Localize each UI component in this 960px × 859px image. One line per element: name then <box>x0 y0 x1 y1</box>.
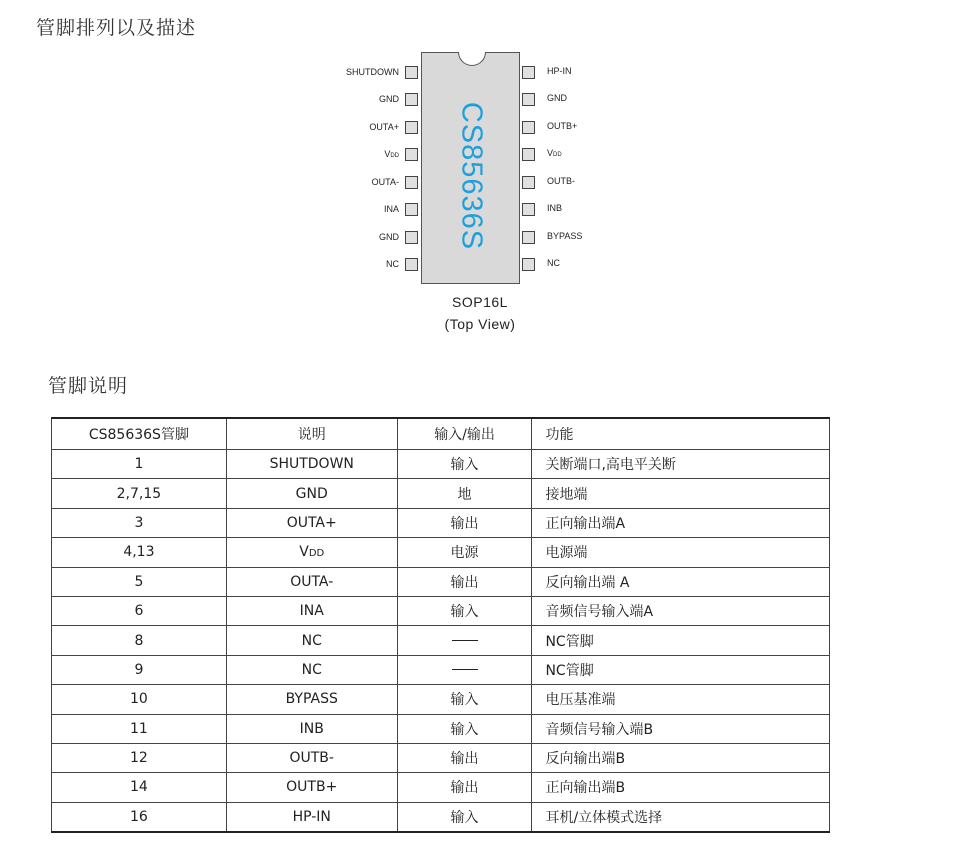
left-pin-label: VDD <box>384 149 399 159</box>
table-cell-name: BYPASS <box>226 685 397 714</box>
table-cell-func: 正向输出端A <box>532 508 830 537</box>
table-cell-name: NC <box>226 655 397 684</box>
table-cell-name: INA <box>226 596 397 625</box>
right-pin-3 <box>522 121 535 134</box>
left-pin-4 <box>405 148 418 161</box>
table-cell-io: 输入 <box>397 714 532 743</box>
right-pin-label: BYPASS <box>547 231 583 241</box>
view-label: (Top View) <box>444 316 516 332</box>
right-pin-label: VDD <box>547 148 562 158</box>
right-pin-label: OUTB+ <box>547 121 578 131</box>
table-cell-io: 输出 <box>397 743 532 772</box>
table-cell-pin: 16 <box>52 802 227 832</box>
table-row <box>52 773 830 802</box>
left-pin-6 <box>405 203 418 216</box>
table-cell-io: 输入 <box>397 802 532 832</box>
table-cell-pin: 8 <box>52 626 227 655</box>
table-row <box>52 450 830 479</box>
table-cell-io: 输出 <box>397 567 532 596</box>
left-pin-label: SHUTDOWN <box>346 67 399 77</box>
left-pin-label: GND <box>379 232 399 242</box>
right-pin-4 <box>522 148 535 161</box>
table-cell-pin: 5 <box>52 567 227 596</box>
table-cell-io: 输出 <box>397 508 532 537</box>
table-row <box>52 626 830 655</box>
table-cell-func: 音频信号输入端A <box>532 596 830 625</box>
left-pin-label: INA <box>383 204 399 214</box>
table-cell-name: GND <box>226 479 397 508</box>
package-label: SOP16L <box>452 294 508 310</box>
dash-mark <box>452 640 478 641</box>
table-header-cell: 说明 <box>226 418 397 450</box>
table-row <box>52 567 830 596</box>
right-pin-label: INB <box>547 203 563 213</box>
left-pin-label: OUTA+ <box>369 122 399 132</box>
left-pin-5 <box>405 176 418 189</box>
left-pin-7 <box>405 231 418 244</box>
left-pin-8 <box>405 258 418 271</box>
table-row <box>52 743 830 772</box>
table-cell-func: 正向输出端B <box>532 773 830 802</box>
table-cell-name: OUTA- <box>226 567 397 596</box>
table-cell-pin: 10 <box>52 685 227 714</box>
table-cell-io: 输出 <box>397 773 532 802</box>
table-cell-func: 耳机/立体模式选择 <box>532 802 830 832</box>
table-row <box>52 714 830 743</box>
table-row <box>52 538 830 567</box>
left-pin-label: NC <box>386 259 399 269</box>
table-cell-name: HP-IN <box>226 802 397 832</box>
table-cell-name: OUTA+ <box>226 508 397 537</box>
chip-part-number: CS85636S <box>455 101 488 251</box>
table-cell-func: 音频信号输入端B <box>532 714 830 743</box>
table-cell-func: 反向输出端B <box>532 743 830 772</box>
left-pin-label: GND <box>379 94 399 104</box>
right-pin-label: NC <box>547 258 560 268</box>
table-row <box>52 685 830 714</box>
table-cell-io: 地 <box>397 479 532 508</box>
table-cell-func: 关断端口,高电平关断 <box>532 450 830 479</box>
table-row <box>52 479 830 508</box>
table-cell-func: 接地端 <box>532 479 830 508</box>
right-pin-label: OUTB- <box>547 176 575 186</box>
table-cell-pin: 2,7,15 <box>52 479 227 508</box>
left-pin-3 <box>405 121 418 134</box>
right-pin-7 <box>522 231 535 244</box>
table-cell-pin: 12 <box>52 743 227 772</box>
table-cell-func: NC管脚 <box>532 655 830 684</box>
chip-notch <box>458 52 486 66</box>
left-pin-2 <box>405 93 418 106</box>
table-cell-pin: 9 <box>52 655 227 684</box>
table-cell-io <box>397 626 532 655</box>
table-row <box>52 655 830 684</box>
table-cell-io: 输入 <box>397 596 532 625</box>
left-pin-1 <box>405 66 418 79</box>
table-cell-pin: 11 <box>52 714 227 743</box>
table-header-cell: 功能 <box>532 418 830 450</box>
description-section-title: 管脚说明 <box>48 375 129 397</box>
table-cell-name: OUTB+ <box>226 773 397 802</box>
dash-mark <box>452 669 478 670</box>
right-pin-label: GND <box>547 93 567 103</box>
table-cell-name: OUTB- <box>226 743 397 772</box>
table-cell-pin: 1 <box>52 450 227 479</box>
table-header-cell: 输入/输出 <box>397 418 532 450</box>
table-cell-name: NC <box>226 626 397 655</box>
pin-description-table <box>51 417 830 833</box>
table-cell-name: VDD <box>226 538 397 567</box>
table-cell-name: SHUTDOWN <box>226 450 397 479</box>
right-pin-6 <box>522 203 535 216</box>
table-cell-pin: 14 <box>52 773 227 802</box>
table-cell-io: 输入 <box>397 685 532 714</box>
table-cell-func: 反向输出端 A <box>532 567 830 596</box>
right-pin-5 <box>522 176 535 189</box>
table-cell-pin: 3 <box>52 508 227 537</box>
table-cell-func: 电源端 <box>532 538 830 567</box>
right-pin-label: HP-IN <box>547 66 572 76</box>
table-cell-func: NC管脚 <box>532 626 830 655</box>
table-cell-io <box>397 655 532 684</box>
table-row <box>52 508 830 537</box>
right-pin-1 <box>522 66 535 79</box>
table-cell-func: 电压基准端 <box>532 685 830 714</box>
table-cell-io: 电源 <box>397 538 532 567</box>
table-row <box>52 596 830 625</box>
right-pin-8 <box>522 258 535 271</box>
table-header-cell: CS85636S管脚 <box>52 418 227 450</box>
pinout-section-title: 管脚排列以及描述 <box>36 17 197 39</box>
table-cell-io: 输入 <box>397 450 532 479</box>
table-cell-name: INB <box>226 714 397 743</box>
table-cell-pin: 6 <box>52 596 227 625</box>
table-header-row <box>52 418 830 450</box>
table-cell-pin: 4,13 <box>52 538 227 567</box>
table-row <box>52 802 830 832</box>
left-pin-label: OUTA- <box>371 177 399 187</box>
right-pin-2 <box>522 93 535 106</box>
